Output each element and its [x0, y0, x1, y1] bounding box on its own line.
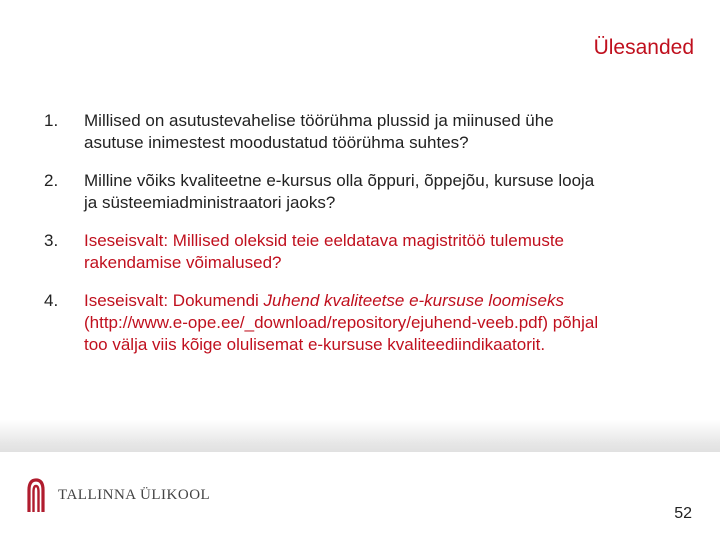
item-text: [84, 230, 684, 274]
item-text-line: rakendamise võimalused?: [84, 253, 282, 272]
item-text-line: Milline võiks kvaliteetne e-kursus olla õppuri, õppejõu, kursuse looja: [84, 171, 595, 190]
item-text-line: Iseseisvalt: Millised oleksid teie eeldatava magistritöö tulemuste: [84, 231, 565, 250]
item-text: [84, 290, 684, 356]
university-logo: [26, 478, 210, 512]
item-text-prefix: Iseseisvalt: Dokumendi: [84, 291, 264, 310]
list-item: [44, 290, 684, 356]
document-link[interactable]: (http://www.e-ope.ee/_download/repository/ejuhend-veeb.pdf) põhjal: [84, 313, 599, 332]
item-text-line: asutuse inimestest moodustatud töörühma suhtes?: [84, 133, 469, 152]
page-number: 52: [674, 505, 692, 522]
item-text-line: too välja viis kõige olulisemat e-kursuse kvaliteediindikaatorit.: [84, 335, 546, 354]
logo-text: TALLINNA ÜLIKOOL: [58, 486, 211, 503]
item-text: [84, 110, 684, 154]
item-number: 3.: [44, 231, 59, 250]
list-item: [44, 110, 684, 154]
item-number: 1.: [44, 111, 59, 130]
list-item: [44, 170, 684, 214]
item-text-line: Millised on asutustevahelise töörühma plussid ja miinused ühe: [84, 111, 554, 130]
document-title: Juhend kvaliteetse e-kursuse loomiseks: [263, 291, 565, 310]
slide-title: Ülesanded: [593, 36, 694, 59]
item-text: [84, 170, 684, 214]
list-item: [44, 230, 684, 274]
item-text-line: ja süsteemiadministraatori jaoks?: [84, 193, 336, 212]
item-number: 2.: [44, 171, 59, 190]
item-number: 4.: [44, 291, 59, 310]
tallinn-university-arch-icon: [26, 478, 46, 512]
task-list: [44, 110, 684, 372]
